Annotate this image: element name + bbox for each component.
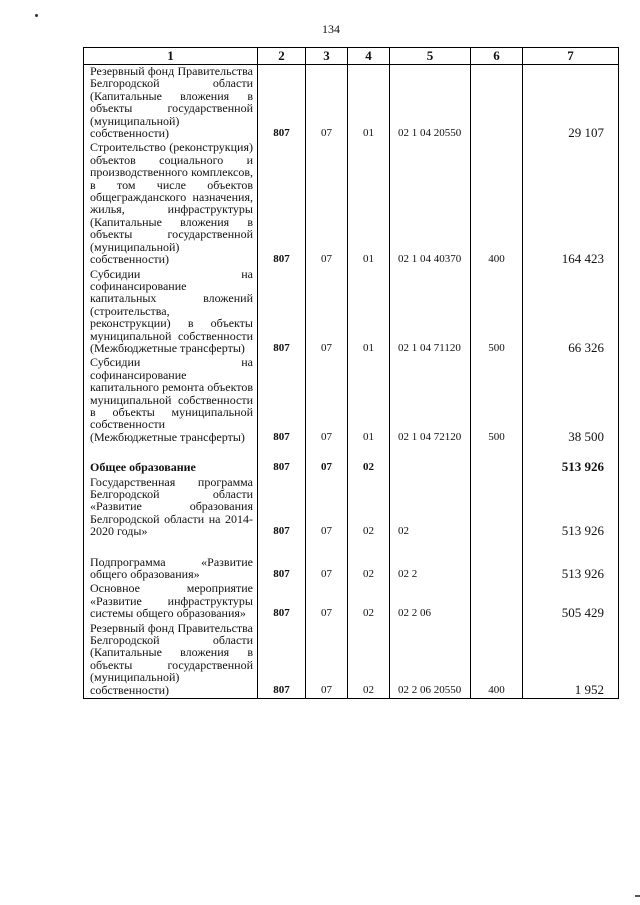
header-cell: 2	[258, 48, 306, 65]
row-name-cell: Резервный фонд Правительства Белгородской области (Капитальные вложения в объекты государственной (муниципальной) собственности)	[84, 622, 258, 699]
row-col4-cell: 01	[348, 268, 390, 357]
row-name-cell: Подпрограмма «Развитие общего образования»	[84, 540, 258, 583]
row-col6-cell: 400	[471, 622, 523, 699]
row-col3-cell: 07	[306, 476, 348, 540]
row-col6-cell: 400	[471, 141, 523, 267]
row-col6-cell: 500	[471, 268, 523, 357]
scan-dot-mark	[35, 14, 38, 17]
row-name-cell: Субсидии на софинансирование капитальных вложений (строительства, реконструкции) в объекты муниципальной собственности (Межбюджетные трансферты)	[84, 268, 258, 357]
header-cell: 7	[523, 48, 619, 65]
row-col3-cell: 07	[306, 622, 348, 699]
row-col5-cell: 02	[390, 476, 471, 540]
row-col7-cell: 66 326	[523, 268, 619, 357]
table-row	[84, 622, 619, 699]
row-col4-cell: 01	[348, 356, 390, 445]
header-cell: 1	[84, 48, 258, 65]
row-col5-cell: 02 1 04 40370	[390, 141, 471, 267]
row-col6-cell: 500	[471, 356, 523, 445]
page-number: 134	[322, 22, 340, 36]
row-col4-cell: 02	[348, 445, 390, 475]
row-col2-cell: 807	[258, 445, 306, 475]
row-col7-cell: 513 926	[523, 445, 619, 475]
row-col4-cell: 02	[348, 540, 390, 583]
table-row	[84, 268, 619, 357]
table-row	[84, 582, 619, 621]
row-col7-cell: 513 926	[523, 540, 619, 583]
row-col6-cell	[471, 476, 523, 540]
row-col7-cell: 38 500	[523, 356, 619, 445]
row-col7-cell: 513 926	[523, 476, 619, 540]
row-col7-cell: 505 429	[523, 582, 619, 621]
row-col3-cell: 07	[306, 582, 348, 621]
row-col6-cell	[471, 445, 523, 475]
row-col2-cell: 807	[258, 65, 306, 142]
row-col2-cell: 807	[258, 268, 306, 357]
row-col3-cell: 07	[306, 540, 348, 583]
row-col4-cell: 02	[348, 622, 390, 699]
row-col7-cell: 29 107	[523, 65, 619, 142]
row-col4-cell: 01	[348, 141, 390, 267]
row-col3-cell: 07	[306, 268, 348, 357]
table-row	[84, 540, 619, 583]
row-col7-cell: 164 423	[523, 141, 619, 267]
row-name-cell: Основное мероприятие «Развитие инфраструктуры системы общего образования»	[84, 582, 258, 621]
row-col4-cell: 01	[348, 65, 390, 142]
table-body	[84, 65, 619, 699]
row-col3-cell: 07	[306, 356, 348, 445]
row-col6-cell	[471, 582, 523, 621]
row-col6-cell	[471, 65, 523, 142]
row-col2-cell: 807	[258, 356, 306, 445]
row-col5-cell	[390, 445, 471, 475]
table-row	[84, 356, 619, 445]
row-col3-cell: 07	[306, 445, 348, 475]
header-cell: 5	[390, 48, 471, 65]
row-name-cell: Государственная программа Белгородской области «Развитие образования Белгородской области на 2014-2020 годы»	[84, 476, 258, 540]
header-cell: 4	[348, 48, 390, 65]
row-col2-cell: 807	[258, 540, 306, 583]
row-col4-cell: 02	[348, 476, 390, 540]
scan-edge-mark	[635, 895, 640, 897]
row-col2-cell: 807	[258, 622, 306, 699]
header-cell: 3	[306, 48, 348, 65]
row-name-cell: Общее образование	[84, 445, 258, 475]
row-col5-cell: 02 1 04 71120	[390, 268, 471, 357]
row-name-cell: Строительство (реконструкция) объектов социального и производственного комплексов, в том числе объектов общегражданского назначения, жилья, инфраструктуры (Капитальные вложения в объекты государственной (муниципальной) собственности)	[84, 141, 258, 267]
row-col2-cell: 807	[258, 141, 306, 267]
table-row	[84, 476, 619, 540]
row-col5-cell: 02 2 06	[390, 582, 471, 621]
row-col6-cell	[471, 540, 523, 583]
row-col3-cell: 07	[306, 65, 348, 142]
row-col3-cell: 07	[306, 141, 348, 267]
row-col5-cell: 02 1 04 20550	[390, 65, 471, 142]
row-col5-cell: 02 2	[390, 540, 471, 583]
row-col5-cell: 02 1 04 72120	[390, 356, 471, 445]
table-row	[84, 65, 619, 142]
row-col4-cell: 02	[348, 582, 390, 621]
row-name-cell: Субсидии на софинансирование капитального ремонта объектов муниципальной собственности в объекты муниципальной собственности (Межбюджетные трансферты)	[84, 356, 258, 445]
header-row	[84, 48, 619, 65]
table-row	[84, 445, 619, 475]
row-name-cell: Резервный фонд Правительства Белгородской области (Капитальные вложения в объекты государственной (муниципальной) собственности)	[84, 65, 258, 142]
header-cell: 6	[471, 48, 523, 65]
row-col7-cell: 1 952	[523, 622, 619, 699]
budget-table	[83, 47, 619, 699]
table-row	[84, 141, 619, 267]
row-col5-cell: 02 2 06 20550	[390, 622, 471, 699]
row-col2-cell: 807	[258, 582, 306, 621]
row-col2-cell: 807	[258, 476, 306, 540]
